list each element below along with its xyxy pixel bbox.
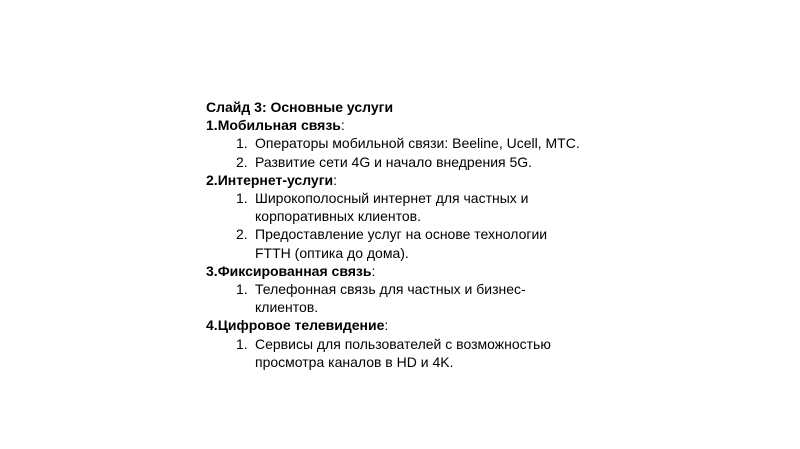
list-marker: 1. bbox=[236, 190, 248, 207]
section-name: Интернет-услуги bbox=[217, 171, 334, 188]
list-item-text: Широкополосный интернет для частных и корпоративных клиентов. bbox=[255, 190, 529, 225]
section-heading bbox=[206, 171, 626, 189]
list-marker: 2. bbox=[236, 153, 248, 170]
section-colon: : bbox=[340, 117, 345, 134]
section-number: 4. bbox=[206, 317, 218, 334]
list-item bbox=[206, 134, 626, 152]
section-tv bbox=[206, 316, 626, 371]
section-list bbox=[206, 189, 626, 262]
section-list bbox=[206, 335, 626, 371]
section-list bbox=[206, 280, 626, 316]
section-colon: : bbox=[384, 317, 389, 334]
list-item-text: Сервисы для пользователей с возможностью просмотра каналов в HD и 4K. bbox=[255, 335, 551, 370]
list-item-text: Развитие сети 4G и начало внедрения 5G. bbox=[255, 153, 533, 170]
section-heading bbox=[206, 316, 626, 334]
list-marker: 1. bbox=[236, 135, 248, 152]
list-marker: 2. bbox=[236, 226, 248, 243]
list-marker: 1. bbox=[236, 281, 248, 298]
section-heading bbox=[206, 116, 626, 134]
list-item-text: Телефонная связь для частных и бизнес-клиентов. bbox=[255, 281, 526, 316]
list-item bbox=[206, 280, 626, 316]
list-item-text: Операторы мобильной связи: Beeline, Ucell, MTC. bbox=[255, 135, 580, 152]
list-marker: 1. bbox=[236, 335, 248, 352]
section-number: 1. bbox=[206, 117, 218, 134]
section-internet bbox=[206, 171, 626, 262]
slide-content bbox=[206, 98, 626, 371]
section-name: Мобильная связь bbox=[217, 117, 341, 134]
list-item bbox=[206, 225, 626, 261]
section-list bbox=[206, 134, 626, 170]
list-item-text: Предоставление услуг на основе технологии FTTH (оптика до дома). bbox=[255, 226, 548, 261]
section-name: Фиксированная связь bbox=[217, 262, 372, 279]
section-number: 3. bbox=[206, 262, 218, 279]
section-colon: : bbox=[371, 262, 376, 279]
section-heading bbox=[206, 262, 626, 280]
list-item bbox=[206, 153, 626, 171]
section-fixed bbox=[206, 262, 626, 317]
section-colon: : bbox=[333, 171, 338, 188]
list-item bbox=[206, 189, 626, 225]
section-number: 2. bbox=[206, 171, 218, 188]
slide-title: Слайд 3: Основные услуги bbox=[206, 99, 394, 115]
section-name: Цифровое телевидение bbox=[217, 317, 385, 334]
list-item bbox=[206, 335, 626, 371]
section-mobile bbox=[206, 116, 626, 171]
